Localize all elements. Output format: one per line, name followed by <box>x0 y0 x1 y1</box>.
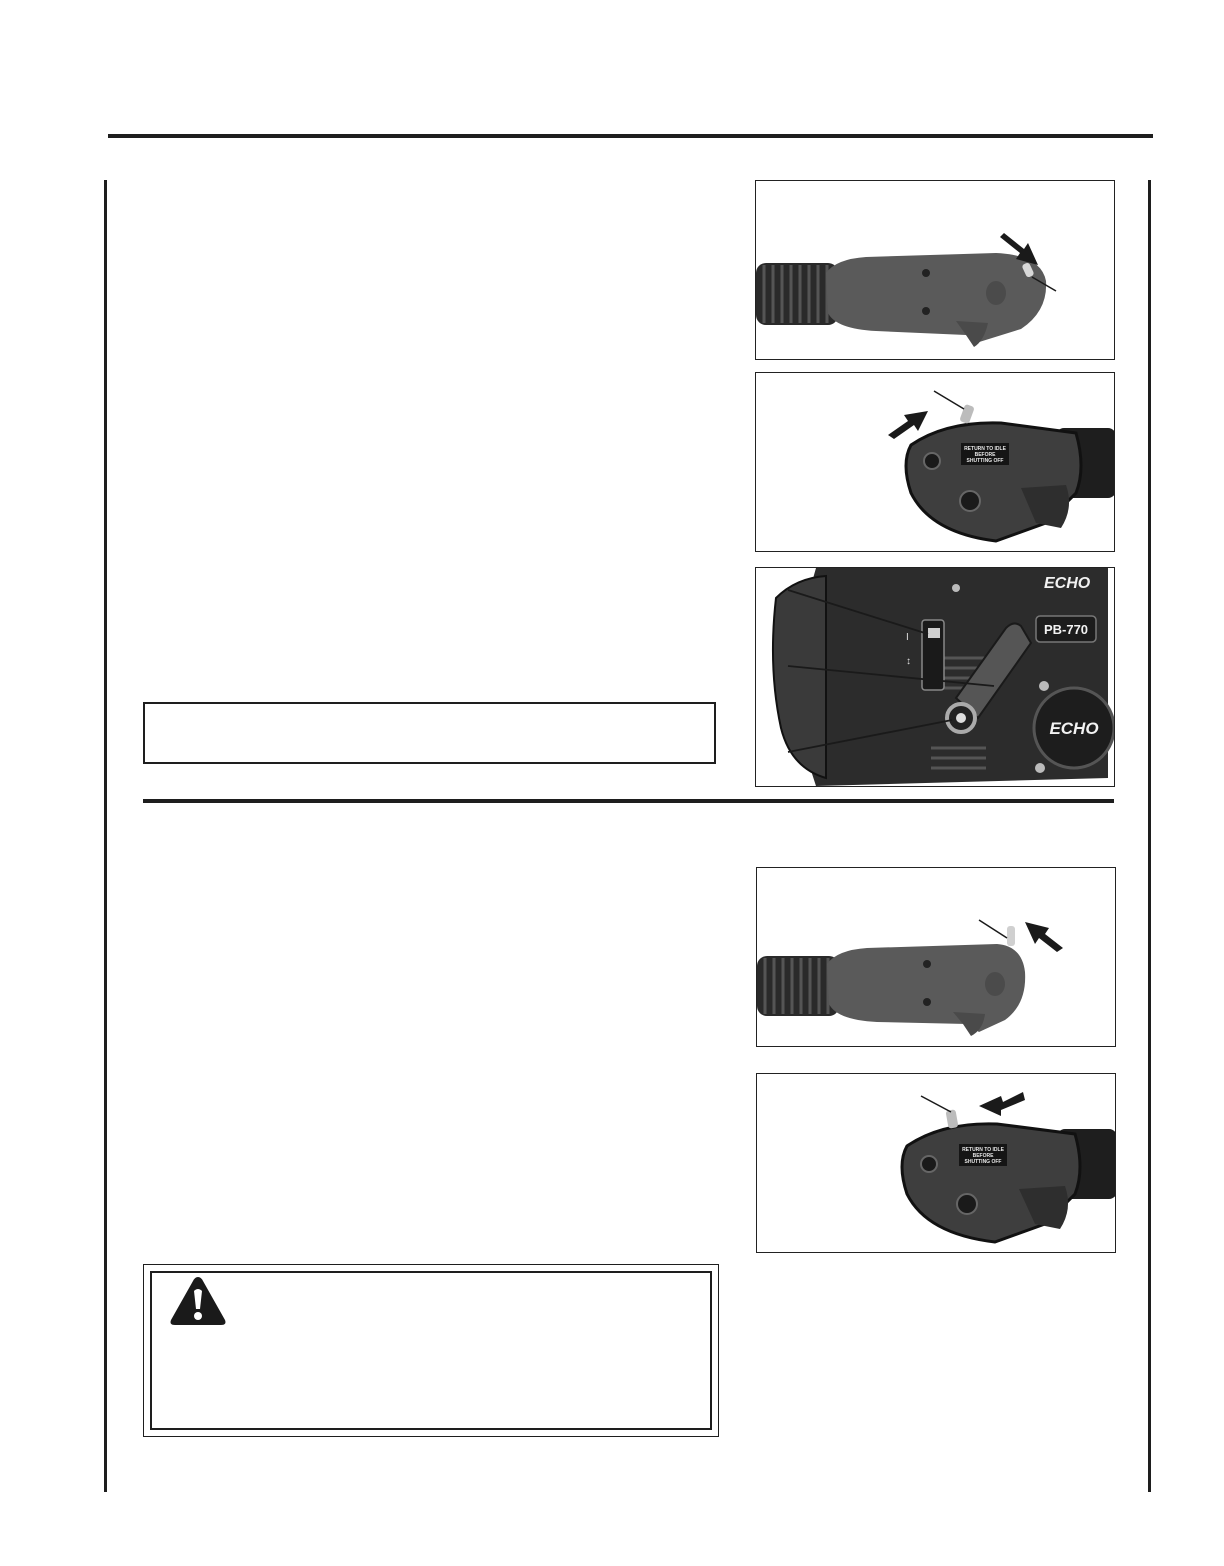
svg-text:SHUTTING OFF: SHUTTING OFF <box>964 1159 1002 1165</box>
right-margin-rule <box>1148 180 1151 1492</box>
note-box <box>143 702 716 764</box>
callout-line <box>934 391 964 409</box>
svg-text:BEFORE: BEFORE <box>974 452 996 458</box>
handle-body <box>826 253 1046 343</box>
figure-handle-lock-release <box>756 867 1116 1047</box>
svg-text:ECHO: ECHO <box>1049 719 1099 738</box>
svg-text:PB-770: PB-770 <box>1043 622 1089 637</box>
svg-text:RETURN TO IDLE: RETURN TO IDLE <box>962 1147 1004 1153</box>
figure-handle-lock-lever <box>755 372 1115 552</box>
svg-text:↕: ↕ <box>906 656 911 667</box>
throttle-lock-button <box>1007 926 1015 946</box>
svg-text:I: I <box>906 632 909 643</box>
callout-line <box>979 920 1007 938</box>
warning-triangle-icon <box>169 1275 227 1327</box>
brand-logo-top <box>1044 575 1091 592</box>
left-margin-rule <box>104 180 107 1492</box>
figure-handle-lock-forward <box>755 180 1115 360</box>
arrow-icon <box>888 411 928 439</box>
decal-label <box>959 1144 1007 1166</box>
throttle-lock-button <box>946 1109 959 1128</box>
arrow-icon <box>1025 922 1063 952</box>
section-rule <box>143 799 1114 803</box>
svg-text:SHUTTING OFF: SHUTTING OFF <box>966 458 1004 464</box>
model-plate <box>1036 616 1096 642</box>
corrugated-hose <box>757 956 839 1016</box>
svg-text:RETURN TO IDLE: RETURN TO IDLE <box>964 446 1006 452</box>
header-rule <box>108 134 1153 138</box>
svg-text:BEFORE: BEFORE <box>972 1153 994 1159</box>
figure-handle-lever-back <box>756 1073 1116 1253</box>
callout-line <box>921 1096 951 1112</box>
arrow-icon <box>979 1092 1025 1116</box>
corrugated-hose <box>756 263 838 325</box>
svg-text:ECHO: ECHO <box>1044 575 1091 592</box>
figure-engine-controls <box>755 567 1115 787</box>
decal-label <box>961 443 1009 465</box>
warning-box-inner <box>150 1271 712 1430</box>
